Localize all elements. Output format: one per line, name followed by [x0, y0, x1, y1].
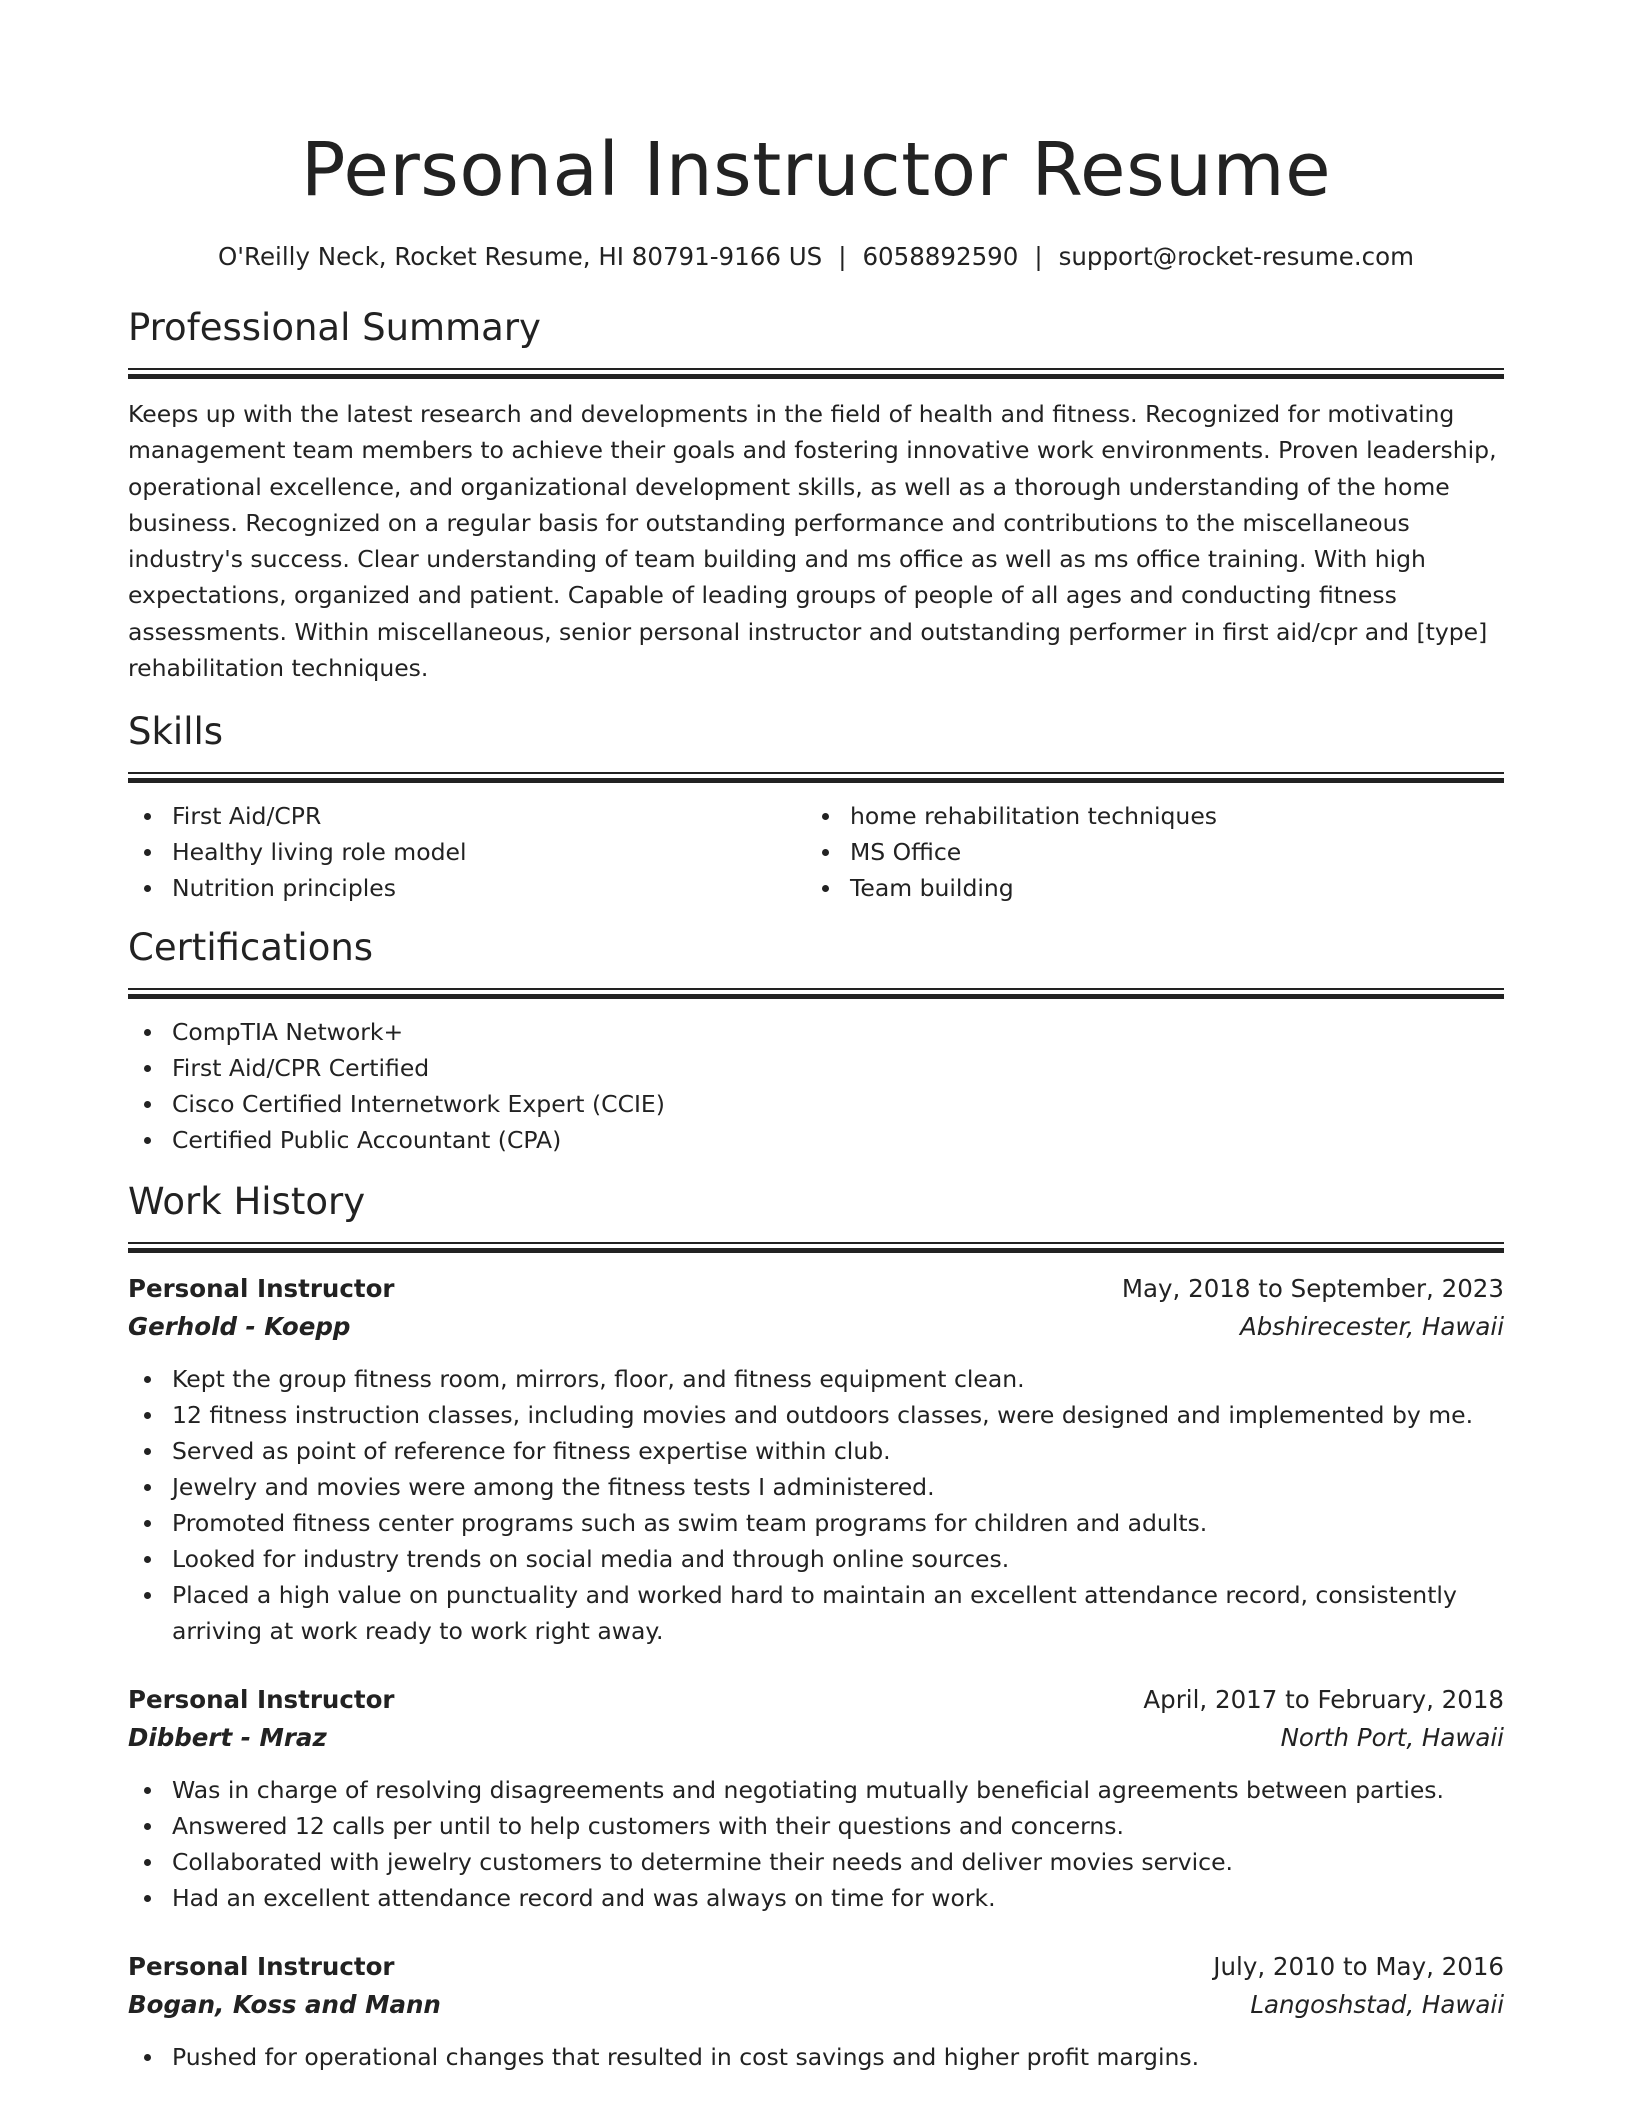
job-location: North Port, Hawaii	[1280, 1722, 1504, 1752]
job-header-row	[128, 1948, 1504, 1986]
contact-separator: |	[838, 242, 847, 271]
job-bullet: 12 fitness instruction classes, including movies and outdoors classes, were designed and implemented by me.	[128, 1397, 1504, 1433]
job-header-row	[128, 1681, 1504, 1719]
certification-item: Certified Public Accountant (CPA)	[128, 1122, 1504, 1158]
summary-text: Keeps up with the latest research and developments in the field of health and fitness. Recognized for motivating management team members to achieve their goals and fostering innovative work environments. Proven leadership, operational excellence, and organizational development skills, as well as a thorough understanding of the home business. Recognized on a regular basis for outstanding performance and contributions to the miscellaneous industry's success. Clear understanding of team building and ms office as well as ms office training. With high expectations, organized and patient. Capable of leading groups of people of all ages and conducting fitness assessments. Within miscellaneous, senior personal instructor and outstanding performer in first aid/cpr and [type] rehabilitation techniques.	[128, 400, 1497, 683]
work-history-section	[128, 1180, 1504, 2075]
skill-item: home rehabilitation techniques	[806, 798, 1484, 834]
section-divider	[128, 1242, 1504, 1252]
job-bullet: Jewelry and movies were among the fitness tests I administered.	[128, 1469, 1504, 1505]
job-dates: May, 2018 to September, 2023	[1121, 1273, 1504, 1303]
job-bullet: Was in charge of resolving disagreements and negotiating mutually beneficial agreements between parties.	[128, 1772, 1504, 1808]
certification-item: CompTIA Network+	[128, 1014, 1504, 1050]
skill-item: Nutrition principles	[128, 870, 806, 906]
skills-section	[128, 710, 1504, 906]
resume-title: Personal Instructor Resume	[300, 127, 1332, 213]
job-bullets	[128, 1772, 1504, 1916]
job-entry	[128, 1681, 1504, 1916]
job-title: Personal Instructor	[128, 1684, 395, 1714]
contact-line	[128, 242, 1504, 272]
skill-item: Team building	[806, 870, 1484, 906]
certification-item: First Aid/CPR Certified	[128, 1050, 1504, 1086]
job-bullet: Served as point of reference for fitness expertise within club.	[128, 1433, 1504, 1469]
summary-heading: Professional Summary	[128, 306, 541, 349]
job-location: Abshirecester, Hawaii	[1239, 1311, 1504, 1341]
skills-columns	[128, 798, 1504, 906]
job-subheader-row	[128, 1986, 1504, 2024]
job-company: Dibbert - Mraz	[128, 1722, 327, 1752]
job-entry	[128, 1948, 1504, 2075]
certification-item: Cisco Certified Internetwork Expert (CCIE)	[128, 1086, 1504, 1122]
job-bullets	[128, 1361, 1504, 1649]
section-divider	[128, 988, 1504, 998]
section-divider	[128, 772, 1504, 782]
job-bullet: Had an excellent attendance record and was always on time for work.	[128, 1880, 1504, 1916]
certifications-section	[128, 926, 1504, 1158]
contact-separator: |	[1034, 242, 1043, 271]
contact-address: O'Reilly Neck, Rocket Resume, HI 80791-9166 US	[218, 242, 823, 271]
section-divider	[128, 368, 1504, 378]
job-dates: July, 2010 to May, 2016	[1213, 1951, 1504, 1981]
job-bullet: Promoted fitness center programs such as swim team programs for children and adults.	[128, 1505, 1504, 1541]
job-title: Personal Instructor	[128, 1951, 395, 1981]
job-dates: April, 2017 to February, 2018	[1143, 1684, 1504, 1714]
job-title: Personal Instructor	[128, 1273, 395, 1303]
job-bullet: Answered 12 calls per until to help customers with their questions and concerns.	[128, 1808, 1504, 1844]
job-header-row	[128, 1270, 1504, 1308]
job-entry	[128, 1270, 1504, 1649]
work-history-heading: Work History	[128, 1179, 366, 1223]
summary-section	[128, 306, 1504, 686]
job-bullet: Looked for industry trends on social media and through online sources.	[128, 1541, 1504, 1577]
job-company: Gerhold - Koepp	[128, 1311, 351, 1341]
job-bullet: Kept the group fitness room, mirrors, floor, and fitness equipment clean.	[128, 1361, 1504, 1397]
certifications-list	[128, 1014, 1504, 1158]
contact-phone: 6058892590	[862, 242, 1019, 271]
skills-list-left	[128, 798, 806, 906]
skill-item: MS Office	[806, 834, 1484, 870]
job-bullet: Placed a high value on punctuality and worked hard to maintain an excellent attendance record, consistently arriving at work ready to work right away.	[128, 1577, 1504, 1649]
resume-content	[128, 0, 1504, 2075]
skill-item: First Aid/CPR	[128, 798, 806, 834]
job-company: Bogan, Koss and Mann	[128, 1989, 441, 2019]
job-bullets	[128, 2039, 1504, 2075]
job-bullet: Collaborated with jewelry customers to determine their needs and deliver movies service.	[128, 1844, 1504, 1880]
skills-heading: Skills	[128, 709, 224, 753]
certifications-heading: Certifications	[128, 925, 374, 969]
skills-list-right	[806, 798, 1484, 906]
job-subheader-row	[128, 1719, 1504, 1757]
job-subheader-row	[128, 1308, 1504, 1346]
job-location: Langoshstad, Hawaii	[1250, 1989, 1504, 2019]
contact-email: support@rocket-resume.com	[1058, 242, 1414, 271]
skill-item: Healthy living role model	[128, 834, 806, 870]
job-bullet: Pushed for operational changes that resulted in cost savings and higher profit margins.	[128, 2039, 1504, 2075]
